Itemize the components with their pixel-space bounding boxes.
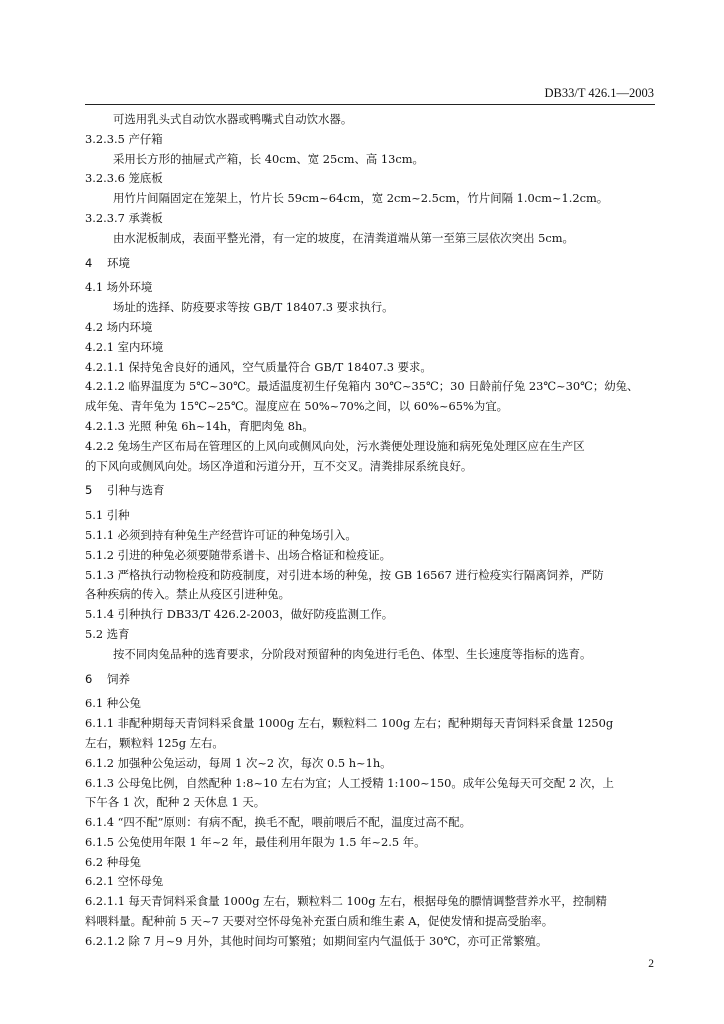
- section-heading: [85, 481, 660, 501]
- page-number: 2: [648, 958, 654, 970]
- text-line: 4.1 场外环境: [85, 280, 153, 295]
- text-line: 3.2.3.5 产仔箱: [85, 131, 163, 146]
- text-line: 6.2.1 空怀母兔: [85, 874, 164, 889]
- document-code: DB33/T 426.1—2003: [544, 86, 654, 100]
- text-line: 各种疾病的传入。禁止从疫区引进种兔。: [85, 587, 291, 602]
- text-line: 5.1.4 引种执行 DB33/T 426.2-2003，做好防疫监测工作。: [85, 607, 394, 622]
- text-line: 6.1.4 “四不配”原则：有病不配，换毛不配，喂前喂后不配，温度过高不配。: [85, 815, 471, 830]
- text-line: 4.2.1.2 临界温度为 5℃~30℃。最适温度初生仔兔箱内 30℃~35℃；30 日龄前仔兔 23℃~30℃；幼兔、: [85, 379, 639, 394]
- section-heading: [85, 254, 660, 274]
- text-line: 左右，颗粒料 125g 左右。: [85, 735, 224, 750]
- text-line: 6.1.1 非配种期每天青饲料采食量 1000g 左右，颗粒料二 100g 左右；配种期每天青饲料采食量 1250g: [85, 716, 614, 731]
- header-rule: [85, 104, 655, 105]
- text-line: 4.2.1.1 保持兔舍良好的通风，空气质量符合 GB/T 18407.3 要求。: [85, 359, 432, 374]
- text-line: 3.2.3.6 笼底板: [85, 171, 163, 186]
- text-line: 5.1 引种: [85, 508, 130, 523]
- section-title: 引种与选育: [107, 483, 165, 498]
- text-line: 5.2 选育: [85, 626, 130, 641]
- text-line: 4.2.2 兔场生产区布局在管理区的上风向或侧风向处，污水粪便处理设施和病死兔处理区应在生产区: [85, 438, 585, 453]
- text-line: 6.2 种母兔: [85, 854, 141, 869]
- section-title: 环境: [107, 255, 130, 270]
- text-line: 成年兔、青年兔为 15℃~25℃。湿度应在 50%~70%之间，以 60%~65%为宜。: [85, 399, 509, 414]
- text-line: 6.2.1.2 除 7 月~9 月外，其他时间均可繁殖；如期间室内气温低于 30℃，亦可正常繁殖。: [85, 933, 548, 948]
- text-line: 6.2.1.1 每天青饲料采食量 1000g 左右，颗粒料二 100g 左右，根据母兔的膘情调整营养水平，控制精: [85, 894, 607, 909]
- text-line: 5.1.2 引进的种兔必须要随带系谱卡、出场合格证和检疫证。: [85, 547, 391, 562]
- text-line: 3.2.3.7 承粪板: [85, 210, 163, 225]
- text-line: 5.1.1 必须到持有种兔生产经营许可证的种兔场引入。: [85, 527, 357, 542]
- text-line: 采用长方形的抽屉式产箱，长 40cm、宽 25cm、高 13cm。: [113, 151, 424, 166]
- text-line: 5.1.3 严格执行动物检疫和防疫制度，对引进本场的种兔，按 GB 16567 进行检疫实行隔离饲养，严防: [85, 567, 604, 582]
- text-line: 4.2 场内环境: [85, 319, 153, 334]
- text-line: 用竹片间隔固定在笼架上，竹片长 59cm~64cm，宽 2cm~2.5cm，竹片间隔 1.0cm~1.2cm。: [113, 191, 609, 206]
- text-line: 的下风向或侧风向处。场区净道和污道分开，互不交叉。清粪排尿系统良好。: [85, 458, 473, 473]
- text-line: 6.1.3 公母兔比例，自然配种 1:8~10 左右为宜；人工授精 1:100~150。成年公兔每天可交配 2 次，上: [85, 775, 614, 790]
- section-number: 4: [85, 255, 93, 270]
- section-title: 饲养: [107, 671, 130, 686]
- text-line: 可选用乳头式自动饮水器或鸭嘴式自动饮水器。: [113, 112, 353, 126]
- text-line: 4.2.1 室内环境: [85, 339, 164, 354]
- text-line: 6.1 种公兔: [85, 696, 141, 711]
- section-heading: [85, 670, 660, 690]
- section-number: 5: [85, 483, 93, 498]
- text-line: 6.1.5 公兔使用年限 1 年~2 年，最佳利用年限为 1.5 年~2.5 年。: [85, 834, 426, 849]
- text-line: 场址的选择、防疫要求等按 GB/T 18407.3 要求执行。: [113, 300, 394, 315]
- text-line: 由水泥板制成，表面平整光滑，有一定的坡度，在清粪道端从第一至第三层依次突出 5cm。: [113, 230, 574, 245]
- text-line: 按不同肉兔品种的选育要求，分阶段对预留种的肉兔进行毛色、体型、生长速度等指标的选育。: [113, 646, 592, 661]
- document-body: [85, 110, 660, 952]
- text-line: 料喂料量。配种前 5 天~7 天要对空怀母兔补充蛋白质和维生素 A，促使发情和提高受胎率。: [85, 914, 554, 929]
- section-number: 6: [85, 671, 93, 686]
- text-line: 6.1.2 加强种公兔运动，每周 1 次~2 次，每次 0.5 h~1h。: [85, 755, 392, 770]
- text-line: 4.2.1.3 光照 种兔 6h~14h，育肥肉兔 8h。: [85, 418, 314, 433]
- text-line: 下午各 1 次，配种 2 天休息 1 天。: [85, 795, 266, 810]
